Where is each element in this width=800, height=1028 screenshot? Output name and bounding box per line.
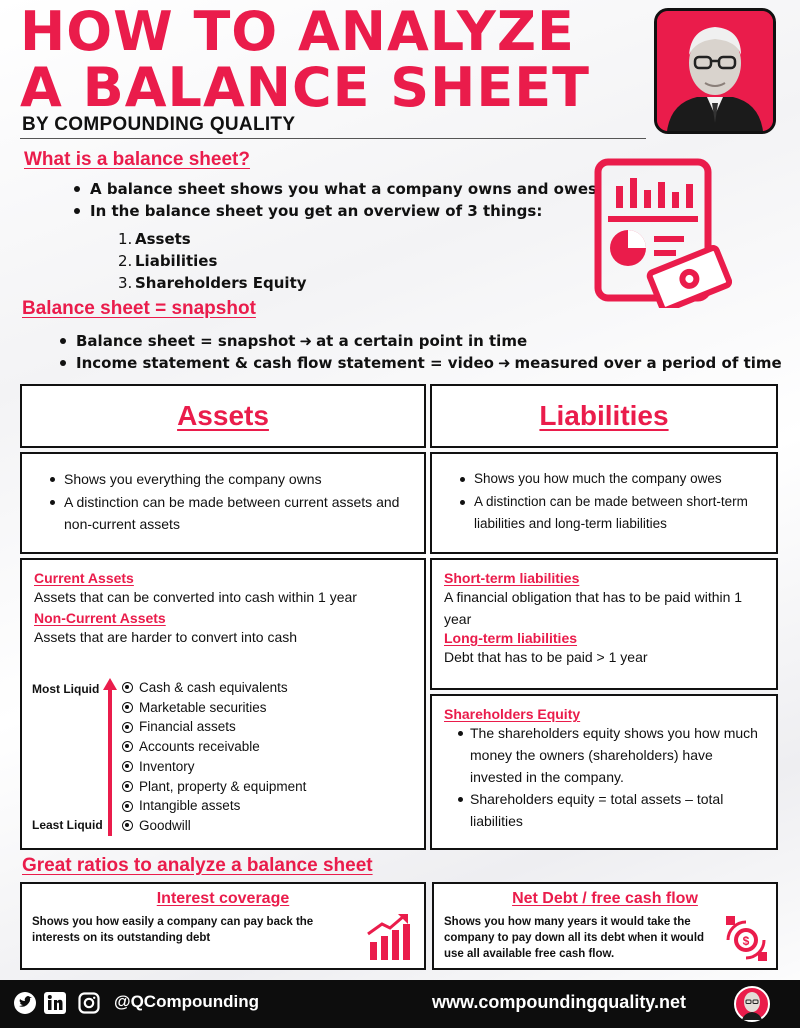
ratios-heading: Great ratios to analyze a balance sheet [22,855,373,876]
list-item: In the balance sheet you get an overview of 3 things: [72,200,597,222]
liquidity-item: Plant, property & equipment [139,778,307,794]
current-assets-text: Assets that can be converted into cash within 1 year [34,589,357,605]
portrait-illustration [657,11,773,131]
snapshot-left: Balance sheet = snapshot [76,332,296,350]
arrow-right-icon: ➜ [299,332,313,350]
short-term-title: Short-term liabilities [444,570,580,586]
liquidity-item: Intangible assets [139,798,241,814]
radio-dot-icon [122,682,133,693]
net-debt-title: Net Debt / free cash flow [512,890,698,907]
assets-description [20,452,426,554]
current-assets-title: Current Assets [34,570,134,586]
list-item [58,352,782,374]
list-item [122,777,306,797]
list-item: Shows you how much the company owes [458,468,762,490]
list-item [122,737,306,757]
equity-card [430,694,778,850]
video-left: Income statement & cash flow statement = video [76,354,494,372]
radio-dot-icon [122,820,133,831]
website-link[interactable]: www.compoundingquality.net [432,992,686,1012]
interest-coverage-card [20,882,426,970]
list-item: The shareholders equity shows you how much money the owners (shareholders) have invested in the company. [444,722,764,788]
list-item [122,757,306,777]
cash-cycle-icon [722,914,770,962]
snapshot-right: at a certain point in time [316,332,528,350]
list-item [122,796,306,816]
list-item: A distinction can be made between short-term liabilities and long-term liabilities [458,491,762,535]
instagram-icon[interactable] [78,992,100,1014]
item-number: 1. [118,230,133,248]
author-portrait [654,8,776,134]
avatar [734,986,770,1022]
list-item: A distinction can be made between current assets and non-current assets [48,491,410,535]
item-number: 2. [118,252,133,270]
list-item [122,698,306,718]
social-handle[interactable]: @QCompounding [114,992,259,1011]
svg-text:$: $ [742,934,750,948]
linkedin-icon[interactable] [44,992,66,1014]
list-item: Shows you everything the company owns [48,468,410,490]
title-line-2: A BALANCE SHEET [20,56,590,119]
list-item [58,330,782,352]
footer [0,980,800,1028]
list-item [122,678,306,698]
liquidity-list [122,678,306,836]
video-right: measured over a period of time [514,354,782,372]
long-term-text: Debt that has to be paid > 1 year [444,649,648,665]
list-item: Shareholders equity = total assets – total liabilities [444,788,764,832]
three-things-list [118,228,307,294]
twitter-icon[interactable] [14,992,36,1014]
interest-coverage-title: Interest coverage [156,890,290,907]
radio-dot-icon [122,741,133,752]
short-term-text: A financial obligation that has to be paid within 1 year [444,589,743,627]
list-item: A balance sheet shows you what a company owns and owes [72,178,597,200]
liquidity-item: Goodwill [139,817,191,833]
page-title [20,0,620,119]
liabilities-description [430,452,778,554]
what-is-bullets [72,178,597,222]
net-debt-text: Shows you how many years it would take the company to pay down all its debt when it would use all available free cash flow. [444,916,705,960]
liabilities-detail-card [430,558,778,690]
radio-dot-icon [122,781,133,792]
interest-coverage-text: Shows you how easily a company can pay back the interests on its outstanding debt [32,916,314,944]
snapshot-heading: Balance sheet = snapshot [22,298,256,319]
what-is-heading: What is a balance sheet? [24,149,250,170]
radio-dot-icon [122,722,133,733]
item-number: 3. [118,274,133,292]
long-term-title: Long-term liabilities [444,630,578,646]
item-label: Shareholders Equity [135,274,307,292]
snapshot-bullets [58,330,782,374]
liquidity-item: Financial assets [139,719,236,735]
item-label: Liabilities [135,252,218,270]
list-item [122,717,306,737]
liquidity-item: Cash & cash equivalents [139,680,288,695]
radio-dot-icon [122,801,133,812]
assets-header [20,384,426,448]
liquidity-arrow-icon [102,676,118,838]
list-item [118,272,307,294]
liabilities-title: Liabilities [539,400,669,431]
report-money-icon [592,158,732,313]
assets-detail-card [20,558,426,850]
byline: BY COMPOUNDING QUALITY [22,114,296,135]
noncurrent-assets-text: Assets that are harder to convert into cash [34,629,298,645]
list-item [118,250,307,272]
title-line-1: HOW TO ANALYZE [20,0,575,63]
list-item [118,228,307,250]
assets-title: Assets [177,400,269,431]
growth-chart-icon [366,912,412,962]
equity-title: Shareholders Equity [444,706,581,722]
liquidity-item: Inventory [139,758,195,774]
item-label: Assets [135,230,191,248]
byline-divider [20,138,646,139]
radio-dot-icon [122,761,133,772]
liabilities-header [430,384,778,448]
most-liquid-label: Most Liquid [32,682,100,696]
liquidity-item: Marketable securities [139,699,267,715]
least-liquid-label: Least Liquid [32,818,103,832]
noncurrent-assets-title: Non-Current Assets [34,610,166,626]
net-debt-card [432,882,778,970]
arrow-right-icon: ➜ [497,354,511,372]
list-item [122,816,306,836]
liquidity-item: Accounts receivable [139,739,260,755]
radio-dot-icon [122,702,133,713]
